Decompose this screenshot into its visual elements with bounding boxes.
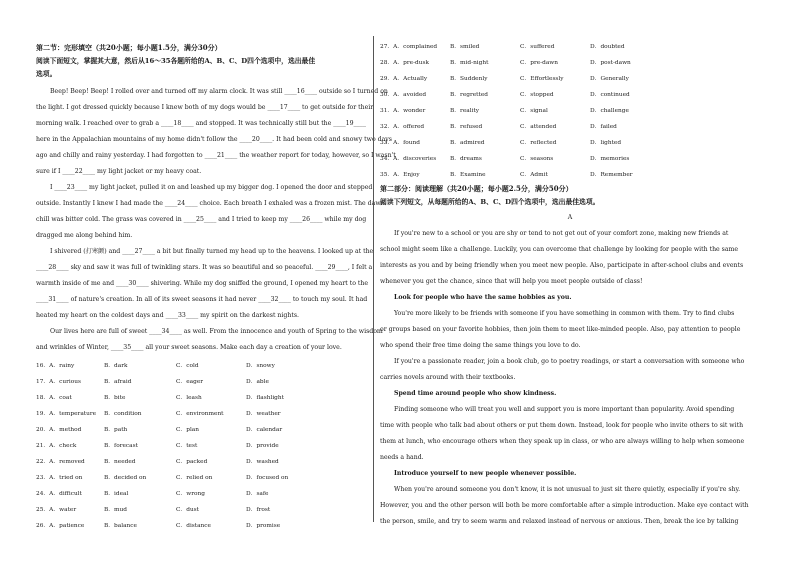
passage-line: When you're around someone you don't know, it is not unusual to just sit there quietly, especially if you're shy. <box>394 486 741 493</box>
passage-line: or groups based on your favorite hobbies, then join them to meet like-minded people. Also, pay attention to people <box>380 326 741 333</box>
option-d: D．lighted <box>590 140 622 146</box>
option-a: 19．A．temperature <box>36 411 97 417</box>
option-d: D．challenge <box>590 108 629 114</box>
option-c: C．pre-dawn <box>520 60 558 66</box>
option-c: C．stopped <box>520 92 554 98</box>
option-b: B．mid-night <box>450 60 489 66</box>
option-c: C．reflected <box>520 140 557 146</box>
option-c: C．suffered <box>520 44 555 50</box>
passage-line: the light. I got dressed quickly because I knew both of my dogs would be ____17____ to get outside for their <box>36 104 374 111</box>
option-a: 17．A．curious <box>36 379 81 385</box>
passage-line: chill was bitter cold. The grass was covered in ____25____ and I tried to keep my ____26____ while my dog <box>36 216 367 223</box>
option-a: 35．A．Enjoy <box>380 172 420 178</box>
passage-line: If you're new to a school or you are shy or tend to not get out of your comfort zone, making new friends at <box>394 230 729 237</box>
option-d: D．promise <box>246 523 281 529</box>
option-c: C．signal <box>520 108 548 114</box>
option-b: B．Examine <box>450 172 486 178</box>
option-c: C．eager <box>176 379 204 385</box>
passage-label: A <box>567 214 573 221</box>
passage-line: You're more likely to be friends with someone if you have something in common with them. Try to find clubs <box>394 310 735 317</box>
option-a: 34．A．discoveries <box>380 156 437 162</box>
passage-line: I ____23____ my light jacket, pulled it on and leashed up my bigger dog. I opened the door and stepped <box>50 184 373 191</box>
reading-part-title: 第二部分：阅读理解（共20小题；每小题2.5分，满分50分） <box>380 184 573 193</box>
option-d: D．calendar <box>246 427 283 433</box>
option-d: D．safe <box>246 491 269 497</box>
column-divider <box>373 36 374 522</box>
passage-line: I shivered (打寒颤) and ____27____ a bit but finally turned my head up to the heavens. I looked up at the <box>50 248 374 255</box>
option-d: D．weather <box>246 411 281 417</box>
option-d: D．continued <box>590 92 630 98</box>
section-title: 第二节：完形填空（共20小题；每小题1.5分，满分30分） <box>36 43 222 52</box>
option-b: B．needed <box>104 459 136 465</box>
passage-line: dragged me along behind him. <box>36 232 133 239</box>
option-c: C．cold <box>176 363 199 369</box>
option-d: D．flashlight <box>246 395 284 401</box>
option-b: B．refused <box>450 124 483 130</box>
option-a: 27．A．complained <box>380 44 438 50</box>
option-b: B．ideal <box>104 491 129 497</box>
option-b: B．dark <box>104 363 128 369</box>
option-c: C．Effortlessly <box>520 76 564 82</box>
passage-line: Beep! Beep! Beep! I rolled over and turned off my alarm clock. It was still ____16____ outside so I turned on <box>50 88 388 95</box>
passage-line: If you're a passionate reader, join a book club, go to poetry readings, or start a conversation with someone who <box>394 358 745 365</box>
option-c: C．environment <box>176 411 224 417</box>
reading-instruction: 阅读下列短文，从每题所给的A、B、C、D四个选项中，选出最佳选项。 <box>380 198 600 206</box>
option-b: B．balance <box>104 523 137 529</box>
passage-line: school might seem like a challenge. Luckily, you can overcome that challenge by looking for people with the same <box>380 246 739 253</box>
option-d: D．doubted <box>590 44 625 50</box>
option-d: D．frost <box>246 507 271 513</box>
option-b: B．mud <box>104 507 127 513</box>
option-b: B．condition <box>104 411 142 417</box>
passage-line: outside. Instantly I knew I had made the ____24____ choice. Each breath I exhaled was a frozen mist. The dawn <box>36 200 385 207</box>
option-c: C．leash <box>176 395 202 401</box>
option-a: 29．A．Actually <box>380 76 428 82</box>
option-a: 20．A．method <box>36 427 82 433</box>
passage-line: the person, smile, and try to seem warm and relaxed instead of nervous or anxious. Then, break the ice by talking <box>380 518 739 525</box>
option-a: 32．A．offered <box>380 124 425 130</box>
option-b: B．forecast <box>104 443 138 449</box>
option-d: D．Remember <box>590 172 633 178</box>
passage-line: ____31____ of nature's creation. In all of its sweet seasons it had never ____32____ to touch my soul. It had <box>36 296 368 303</box>
option-d: D．post-dawn <box>590 60 631 66</box>
option-c: C．distance <box>176 523 211 529</box>
option-a: 25．A．water <box>36 507 77 513</box>
option-a: 31．A．wonder <box>380 108 426 114</box>
option-c: C．packed <box>176 459 208 465</box>
subheading: Spend time around people who show kindness. <box>394 390 557 397</box>
option-a: 30．A．avoided <box>380 92 427 98</box>
passage-line: time with people who talk bad about others or put them down. Instead, look for people who invite others to sit with <box>380 422 744 429</box>
passage-line: ____28____ sky and saw it was full of twinkling stars. It was so beautiful and so peaceful. ____29____, I felt a <box>36 264 373 271</box>
subheading: Look for people who have the same hobbies as you. <box>394 294 572 301</box>
passage-line: here in the Appalachian mountains of my home didn't follow the ____20____. It had been cold and snowy two days <box>36 136 392 143</box>
option-c: C．plan <box>176 427 199 433</box>
option-b: B．path <box>104 427 128 433</box>
option-c: C．wrong <box>176 491 205 497</box>
option-a: 21．A．check <box>36 443 77 449</box>
option-b: B．regretted <box>450 92 488 98</box>
subheading: Introduce yourself to new people whenever possible. <box>394 470 577 477</box>
option-a: 33．A．found <box>380 140 420 146</box>
passage-line: sure if I ____22____ my light jacket or my heavy coat. <box>36 168 202 175</box>
option-c: C．attended <box>520 124 557 130</box>
passage-line: whenever you get the chance, since that will help you meet people outside of class! <box>380 278 643 285</box>
option-d: D．provide <box>246 443 279 449</box>
option-a: 22．A．removed <box>36 459 85 465</box>
option-c: C．relied on <box>176 475 213 481</box>
passage-line: ago and chilly and rainy yesterday. I had forgotten to ____21____ the weather report for today, however, so I wasn't <box>36 152 396 159</box>
option-b: B．reality <box>450 108 480 114</box>
passage-line: who spend their free time doing the same things you love to do. <box>380 342 581 349</box>
cloze-instruction: 阅读下面短文，掌握其大意，然后从16～35各题所给的A、B、C、D四个选项中，选出最佳 <box>36 57 316 65</box>
passage-line: Finding someone who will treat you well and support you is more important than popularity. Avoid spending <box>394 406 735 413</box>
option-b: B．smiled <box>450 44 480 50</box>
passage-line: carries novels around with their textbooks. <box>380 374 516 381</box>
option-c: C．test <box>176 443 198 449</box>
option-b: B．dreams <box>450 156 482 162</box>
passage-line: However, you and the other person will both be more comfortable after a simple introduction. Make eye contact with <box>380 502 749 509</box>
passage-line: and wrinkles of Winter, ____35____ all your sweet seasons. Make each day a creation of your love. <box>36 344 342 351</box>
passage-line: morning walk. I reached over to grab a ____18____ and stopped. It was technically still but the ____19____ <box>36 120 366 127</box>
option-b: B．bite <box>104 395 126 401</box>
passage-line: heated my heart on the coldest days and ____33____ my spirit on the darkest nights. <box>36 312 299 319</box>
passage-line: interests as you and by being friendly when you meet new people. Also, participate in after-school clubs and events <box>380 262 744 269</box>
option-a: 28．A．pre-dusk <box>380 60 429 66</box>
option-b: B．decided on <box>104 475 147 481</box>
option-d: D．focused on <box>246 475 289 481</box>
option-a: 26．A．patience <box>36 523 85 529</box>
passage-line: Our lives here are full of sweet ____34____ as well. From the innocence and youth of Spring to the wisdom <box>50 328 383 335</box>
option-c: C．Admit <box>520 172 548 178</box>
option-d: D．failed <box>590 124 617 130</box>
option-d: D．Generally <box>590 76 629 82</box>
option-d: D．memories <box>590 156 630 162</box>
option-d: D．able <box>246 379 269 385</box>
option-b: B．Suddenly <box>450 76 488 82</box>
option-b: B．afraid <box>104 379 132 385</box>
option-d: D．snowy <box>246 363 275 369</box>
cloze-instruction-cont: 选项。 <box>36 70 57 78</box>
option-c: C．seasons <box>520 156 554 162</box>
passage-line: warmth inside of me and ____30____ shivering. While my dog sniffed the ground, I opened my heart to the <box>36 280 369 287</box>
option-d: D．washed <box>246 459 279 465</box>
option-a: 24．A．difficult <box>36 491 82 497</box>
passage-line: them at lunch, who encourage others when they speak up in class, or who are always willing to help when someone <box>380 438 745 445</box>
option-a: 23．A．tried on <box>36 475 83 481</box>
option-a: 18．A．coat <box>36 395 72 401</box>
option-c: C．dust <box>176 507 199 513</box>
passage-line: needs a hand. <box>380 454 424 461</box>
option-b: B．admired <box>450 140 485 146</box>
option-a: 16．A．rainy <box>36 363 75 369</box>
